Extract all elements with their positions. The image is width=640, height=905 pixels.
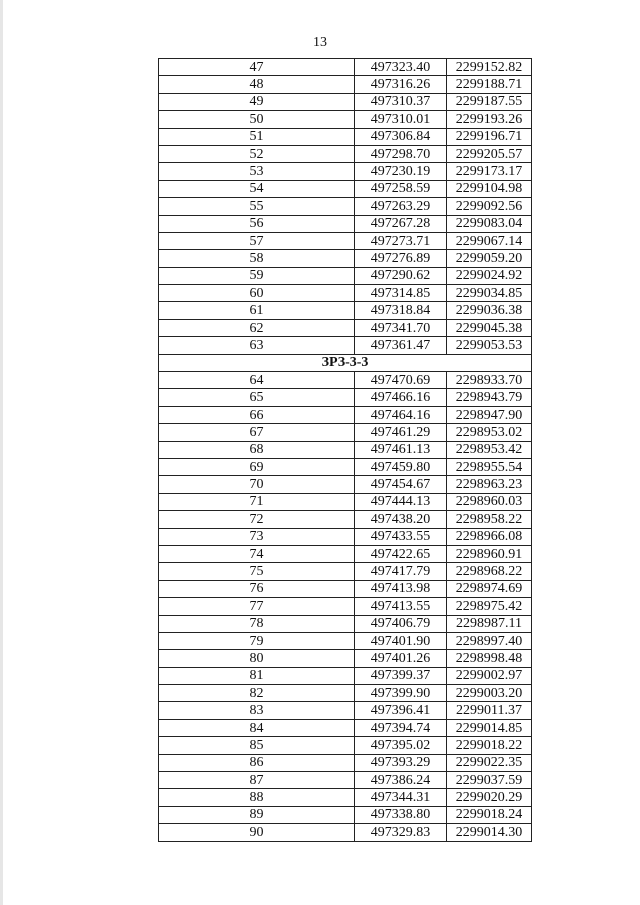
table-row [159,441,532,458]
point-number-cell: 71 [159,493,355,510]
x-coordinate-cell: 497386.24 [355,772,447,789]
table-row [159,789,532,806]
scan-edge [0,0,3,905]
point-number-cell: 50 [159,111,355,128]
y-coordinate-cell: 2299059.20 [447,250,532,267]
point-number-cell: 48 [159,76,355,93]
table-row [159,772,532,789]
point-number-cell: 76 [159,580,355,597]
y-coordinate-cell: 2299018.24 [447,806,532,823]
y-coordinate-cell: 2299152.82 [447,59,532,76]
table-row [159,319,532,336]
table-row [159,702,532,719]
point-number-cell: 58 [159,250,355,267]
table-row [159,685,532,702]
point-number-cell: 59 [159,267,355,284]
y-coordinate-cell: 2299045.38 [447,319,532,336]
table-row [159,111,532,128]
table-row [159,337,532,354]
x-coordinate-cell: 497329.83 [355,824,447,841]
point-number-cell: 80 [159,650,355,667]
y-coordinate-cell: 2299034.85 [447,285,532,302]
y-coordinate-cell: 2298963.23 [447,476,532,493]
table-row [159,615,532,632]
x-coordinate-cell: 497318.84 [355,302,447,319]
y-coordinate-cell: 2299104.98 [447,180,532,197]
y-coordinate-cell: 2298933.70 [447,372,532,389]
x-coordinate-cell: 497464.16 [355,406,447,423]
x-coordinate-cell: 497258.59 [355,180,447,197]
point-number-cell: 57 [159,232,355,249]
table-row [159,667,532,684]
point-number-cell: 88 [159,789,355,806]
y-coordinate-cell: 2298968.22 [447,563,532,580]
y-coordinate-cell: 2299193.26 [447,111,532,128]
point-number-cell: 65 [159,389,355,406]
point-number-cell: 51 [159,128,355,145]
x-coordinate-cell: 497461.13 [355,441,447,458]
point-number-cell: 62 [159,319,355,336]
x-coordinate-cell: 497361.47 [355,337,447,354]
point-number-cell: 55 [159,198,355,215]
y-coordinate-cell: 2299037.59 [447,772,532,789]
x-coordinate-cell: 497394.74 [355,719,447,736]
y-coordinate-cell: 2298958.22 [447,511,532,528]
x-coordinate-cell: 497454.67 [355,476,447,493]
y-coordinate-cell: 2298975.42 [447,598,532,615]
table-row [159,719,532,736]
x-coordinate-cell: 497323.40 [355,59,447,76]
table-row [159,458,532,475]
x-coordinate-cell: 497341.70 [355,319,447,336]
point-number-cell: 78 [159,615,355,632]
y-coordinate-cell: 2298974.69 [447,580,532,597]
table-row [159,232,532,249]
point-number-cell: 79 [159,632,355,649]
y-coordinate-cell: 2298953.02 [447,424,532,441]
section-header [159,354,532,371]
x-coordinate-cell: 497433.55 [355,528,447,545]
point-number-cell: 77 [159,598,355,615]
table-row [159,215,532,232]
x-coordinate-cell: 497273.71 [355,232,447,249]
point-number-cell: 49 [159,93,355,110]
y-coordinate-cell: 2298997.40 [447,632,532,649]
x-coordinate-cell: 497417.79 [355,563,447,580]
table-body-part-1 [159,59,532,355]
x-coordinate-cell: 497314.85 [355,285,447,302]
point-number-cell: 69 [159,458,355,475]
x-coordinate-cell: 497396.41 [355,702,447,719]
table-row [159,563,532,580]
table-row [159,406,532,423]
x-coordinate-cell: 497263.29 [355,198,447,215]
point-number-cell: 63 [159,337,355,354]
point-number-cell: 83 [159,702,355,719]
x-coordinate-cell: 497406.79 [355,615,447,632]
table-row [159,250,532,267]
point-number-cell: 53 [159,163,355,180]
x-coordinate-cell: 497461.29 [355,424,447,441]
table-row [159,180,532,197]
x-coordinate-cell: 497399.37 [355,667,447,684]
y-coordinate-cell: 2298966.08 [447,528,532,545]
y-coordinate-cell: 2299011.37 [447,702,532,719]
x-coordinate-cell: 497459.80 [355,458,447,475]
table-row [159,372,532,389]
table-row [159,267,532,284]
table-row [159,59,532,76]
point-number-cell: 70 [159,476,355,493]
point-number-cell: 89 [159,806,355,823]
point-number-cell: 68 [159,441,355,458]
point-number-cell: 54 [159,180,355,197]
table-row [159,511,532,528]
point-number-cell: 81 [159,667,355,684]
y-coordinate-cell: 2299014.85 [447,719,532,736]
table-row [159,128,532,145]
x-coordinate-cell: 497267.28 [355,215,447,232]
x-coordinate-cell: 497338.80 [355,806,447,823]
x-coordinate-cell: 497290.62 [355,267,447,284]
section-row [159,354,532,371]
table-row [159,93,532,110]
table-row [159,198,532,215]
y-coordinate-cell: 2299003.20 [447,685,532,702]
point-number-cell: 64 [159,372,355,389]
table-row [159,302,532,319]
y-coordinate-cell: 2299083.04 [447,215,532,232]
point-number-cell: 82 [159,685,355,702]
y-coordinate-cell: 2299053.53 [447,337,532,354]
point-number-cell: 90 [159,824,355,841]
table-row [159,632,532,649]
x-coordinate-cell: 497401.26 [355,650,447,667]
table-row [159,76,532,93]
table-row [159,163,532,180]
table-row [159,754,532,771]
coordinates-table [158,58,532,842]
x-coordinate-cell: 497413.98 [355,580,447,597]
x-coordinate-cell: 497306.84 [355,128,447,145]
table-row [159,285,532,302]
table-row [159,598,532,615]
y-coordinate-cell: 2298955.54 [447,458,532,475]
y-coordinate-cell: 2299018.22 [447,737,532,754]
y-coordinate-cell: 2298960.91 [447,545,532,562]
point-number-cell: 66 [159,406,355,423]
y-coordinate-cell: 2298947.90 [447,406,532,423]
table-row [159,806,532,823]
x-coordinate-cell: 497444.13 [355,493,447,510]
x-coordinate-cell: 497310.01 [355,111,447,128]
point-number-cell: 74 [159,545,355,562]
table-row [159,476,532,493]
point-number-cell: 61 [159,302,355,319]
x-coordinate-cell: 497316.26 [355,76,447,93]
table-row [159,824,532,841]
table-row [159,545,532,562]
point-number-cell: 56 [159,215,355,232]
y-coordinate-cell: 2299092.56 [447,198,532,215]
point-number-cell: 75 [159,563,355,580]
page-number: 13 [313,35,327,50]
y-coordinate-cell: 2299024.92 [447,267,532,284]
y-coordinate-cell: 2299036.38 [447,302,532,319]
y-coordinate-cell: 2298953.42 [447,441,532,458]
table-row [159,493,532,510]
x-coordinate-cell: 497413.55 [355,598,447,615]
table-row [159,580,532,597]
x-coordinate-cell: 497310.37 [355,93,447,110]
x-coordinate-cell: 497395.02 [355,737,447,754]
y-coordinate-cell: 2299187.55 [447,93,532,110]
x-coordinate-cell: 497298.70 [355,145,447,162]
x-coordinate-cell: 497470.69 [355,372,447,389]
x-coordinate-cell: 497399.90 [355,685,447,702]
point-number-cell: 72 [159,511,355,528]
y-coordinate-cell: 2299188.71 [447,76,532,93]
y-coordinate-cell: 2299014.30 [447,824,532,841]
point-number-cell: 52 [159,145,355,162]
y-coordinate-cell: 2299173.17 [447,163,532,180]
y-coordinate-cell: 2299002.97 [447,667,532,684]
y-coordinate-cell: 2298960.03 [447,493,532,510]
y-coordinate-cell: 2299205.57 [447,145,532,162]
point-number-cell: 67 [159,424,355,441]
section-title: ЗРЗ-3-3 [159,354,532,371]
y-coordinate-cell: 2299196.71 [447,128,532,145]
table-row [159,528,532,545]
point-number-cell: 85 [159,737,355,754]
x-coordinate-cell: 497466.16 [355,389,447,406]
x-coordinate-cell: 497344.31 [355,789,447,806]
table-row [159,737,532,754]
y-coordinate-cell: 2298998.48 [447,650,532,667]
x-coordinate-cell: 497422.65 [355,545,447,562]
point-number-cell: 47 [159,59,355,76]
x-coordinate-cell: 497276.89 [355,250,447,267]
x-coordinate-cell: 497393.29 [355,754,447,771]
y-coordinate-cell: 2299020.29 [447,789,532,806]
x-coordinate-cell: 497438.20 [355,511,447,528]
table-row [159,424,532,441]
table-body-part-2 [159,372,532,842]
table-row [159,650,532,667]
y-coordinate-cell: 2299022.35 [447,754,532,771]
table-row [159,145,532,162]
point-number-cell: 87 [159,772,355,789]
y-coordinate-cell: 2299067.14 [447,232,532,249]
x-coordinate-cell: 497401.90 [355,632,447,649]
point-number-cell: 60 [159,285,355,302]
table-row [159,389,532,406]
x-coordinate-cell: 497230.19 [355,163,447,180]
point-number-cell: 73 [159,528,355,545]
point-number-cell: 84 [159,719,355,736]
y-coordinate-cell: 2298987.11 [447,615,532,632]
y-coordinate-cell: 2298943.79 [447,389,532,406]
point-number-cell: 86 [159,754,355,771]
